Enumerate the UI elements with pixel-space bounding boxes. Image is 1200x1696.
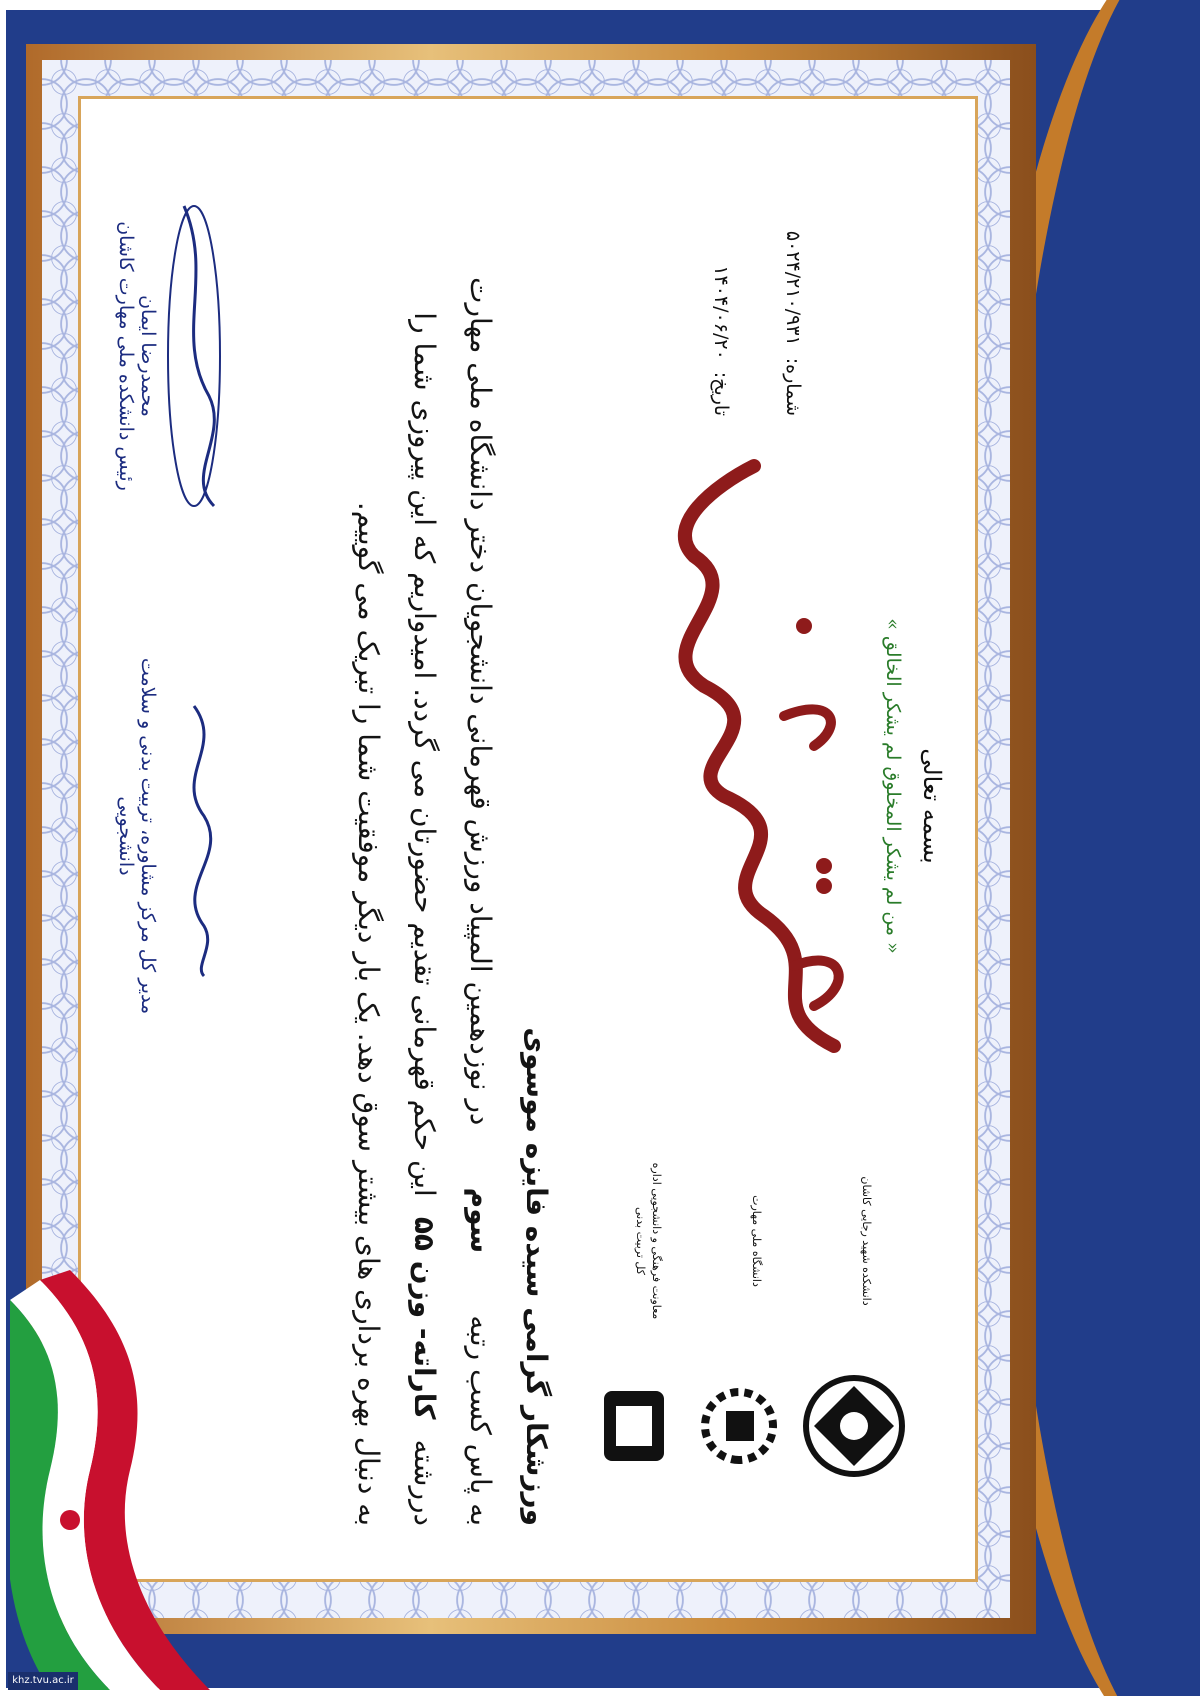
signature-left-graphic <box>164 196 234 516</box>
rank-prefix: به پاس کسب رتبه <box>464 1315 497 1526</box>
signature-right <box>115 626 234 1046</box>
rank-suffix: در نوزدهمین المپیاد ورزش قهرمانی دانشجویان دختر دانشگاه ملی مهارت <box>464 277 497 1126</box>
rank-value: سوم <box>464 1187 497 1254</box>
body-line-1 <box>508 186 564 1526</box>
signature-right-graphic <box>164 686 234 986</box>
signature-left <box>115 146 234 566</box>
org-emblem-icon <box>604 1391 664 1461</box>
number-value: ۵۰۲۴/۲۱۰/۹۳۱ <box>782 230 804 346</box>
verse-subheading: « من لم یشکر المخلوق لم یشکر الخالق » <box>882 618 904 954</box>
field-suffix: این حکم قهرمانی تقدیم حضورتان می گردد. امیدواریم که این پیروزی شما را <box>408 312 441 1197</box>
signature-right-title: مدیر کل مرکز مشاوره، تربیت بدنی و سلامت دانشجویی <box>115 657 159 1015</box>
field-value: کاراته- وزن ۵۵ <box>408 1216 441 1420</box>
body-line-3 <box>396 186 452 1526</box>
body-line-4 <box>340 186 396 1526</box>
signature-left-title: رئیس دانشکده ملی مهارت کاشان <box>115 221 137 491</box>
certificate-content <box>94 106 974 1566</box>
basmala-heading: بسمه تعالی <box>918 748 946 864</box>
karate-logo-icon <box>806 1378 902 1474</box>
org2-caption: دانشگاه ملی مهارت <box>750 1195 763 1287</box>
org3-caption: معاونت فرهنگی و دانشجویی اداره کل تربیت بدنی <box>634 1162 663 1320</box>
meta-block <box>660 176 804 416</box>
field-prefix: دررشته <box>408 1439 441 1526</box>
logos-graphic <box>594 1326 914 1526</box>
date-value: ۱۴۰۴/۰۶/۲۰ <box>710 265 732 360</box>
closing-line: به دنبال بهره برداری های بیشتر سوق دهد. یک بار دیگر موفقیت شما را تبریک می گوییم. <box>352 501 385 1526</box>
recipient-line: ورزشکار گرامی سیده فایزه موسوی <box>520 1027 553 1526</box>
body-line-2 <box>452 186 508 1526</box>
university-gear-logo-icon <box>705 1392 773 1460</box>
org1-caption: دانشکده شهید رجایی کاشان <box>860 1176 873 1306</box>
title-calligraphy <box>644 446 874 1086</box>
number-label: شماره: <box>782 357 804 416</box>
flag-emblem-icon <box>60 1510 80 1530</box>
certificate-body <box>340 186 564 1526</box>
logos-block <box>594 1162 914 1526</box>
date-label: تاریخ: <box>710 371 732 416</box>
watermark-label: khz.tvu.ac.ir <box>8 1672 78 1690</box>
signature-left-name: محمدرضا ایمان <box>137 295 159 417</box>
